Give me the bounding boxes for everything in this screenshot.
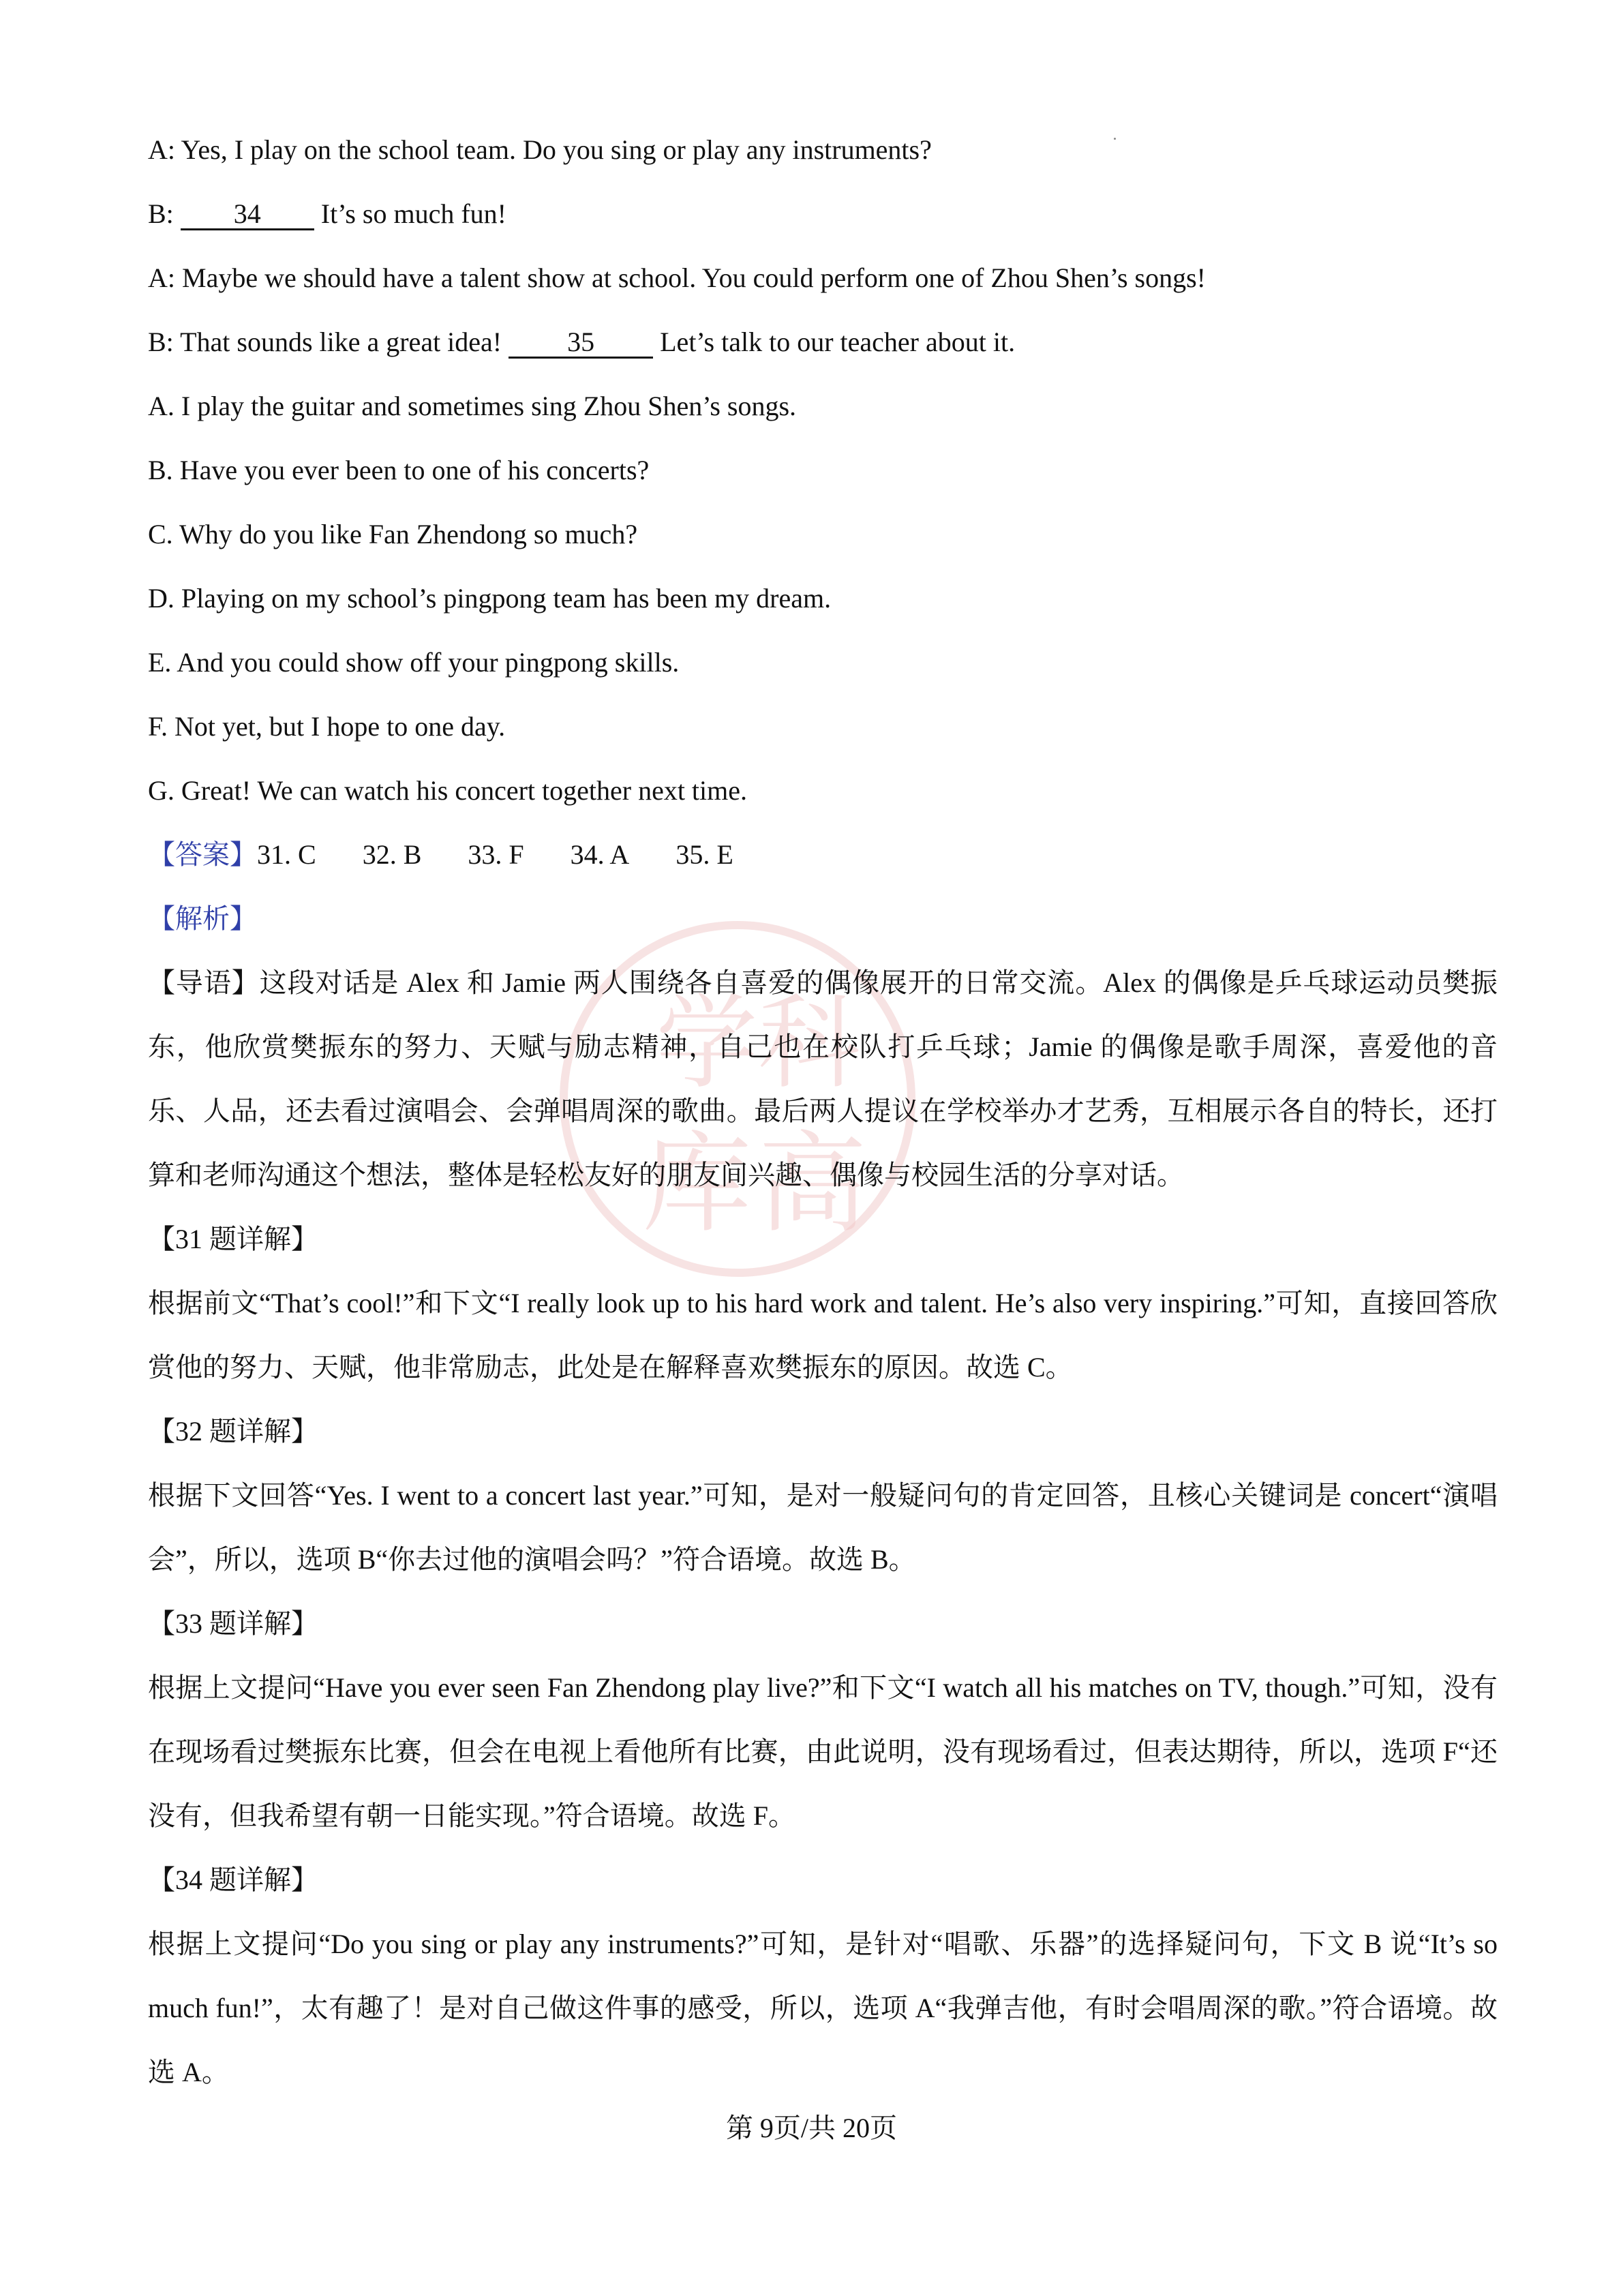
blank-35: 35 (509, 328, 653, 359)
q32-title: 【32 题详解】 (148, 1416, 318, 1447)
q32-block (148, 1464, 1498, 1592)
option-b: B. Have you ever been to one of his concerts? (148, 455, 650, 485)
page-footer: 第 9页/共 20页 (725, 2113, 898, 2143)
q33-explanation: 根据上文提问“Have you ever seen Fan Zhendong play live?”和下文“I watch all his matches on TV, though.”可知，没有在现场看过樊振东比赛，但会在电视上看他所有比赛，由此说明，没有现场看过，但表达期待，所以，选项 F“还没有，但我希望有朝一日能实现。”符合语境。故选 F。 (148, 1672, 1498, 1831)
blank-34: 34 (181, 200, 314, 230)
dialogue-line-a1: A: Yes, I play on the school team. Do you sing or play any instruments? (148, 134, 932, 165)
option-f: F. Not yet, but I hope to one day. (148, 711, 506, 742)
dialogue-line-b-34-rest: It’s so much fun! (320, 198, 506, 229)
svg-text:科: 科 (758, 984, 861, 1103)
q33-title: 【33 题详解】 (148, 1608, 318, 1639)
q31-explanation: 根据前文“That’s cool!”和下文“I really look up to his hard work and talent. He’s also very inspiring.”可知，直接回答欣赏他的努力、天赋，他非常励志，此处是在解释喜欢樊振东的原因。故选 C。 (148, 1288, 1498, 1383)
answer-label: 【答案】 (148, 839, 257, 870)
answer-33: 33. F (468, 839, 524, 870)
q31-title: 【31 题详解】 (148, 1224, 318, 1254)
svg-text:高: 高 (758, 1120, 868, 1248)
speaker-b: B: (148, 198, 174, 229)
answer-31: 31. C (257, 839, 316, 870)
q33-block (148, 1656, 1498, 1848)
svg-text:学: 学 (656, 984, 759, 1103)
intro-block (148, 951, 1498, 1207)
option-d: D. Playing on my school’s pingpong team has been my dream. (148, 583, 832, 614)
q31-block (148, 1271, 1498, 1400)
answer-34: 34. A (570, 839, 630, 870)
answer-line (148, 839, 1498, 871)
q32-explanation: 根据下文回答“Yes. I went to a concert last year.”可知，是对一般疑问句的肯定回答，且核心关键词是 concert“演唱会”，所以，选项 B“你去过他的演唱会吗？”符合语境。故选 B。 (148, 1480, 1498, 1575)
dialogue-line-b-35 (148, 326, 1498, 359)
option-a: A. I play the guitar and sometimes sing Zhou Shen’s songs. (148, 391, 797, 421)
dialogue-line-b-35-start: B: That sounds like a great idea! (148, 327, 502, 357)
dialogue-line-b-34 (148, 198, 1498, 230)
dialogue-line-a2: A: Maybe we should have a talent show at school. You could perform one of Zhou Shen’s songs! (148, 262, 1206, 293)
option-e: E. And you could show off your pingpong skills. (148, 647, 680, 678)
option-c: C. Why do you like Fan Zhendong so much? (148, 519, 638, 549)
q34-explanation: 根据上文提问“Do you sing or play any instruments?”可知，是针对“唱歌、乐器”的选择疑问句，下文 B 说“It’s so much fun!”，太有趣了！是对自己做这件事的感受，所以，选项 A“我弹吉他，有时会唱周深的歌。”符合语境。故选 A。 (148, 1929, 1498, 2087)
svg-text:库: 库 (642, 1120, 752, 1248)
dialogue-line-b-35-rest: Let’s talk to our teacher about it. (660, 327, 1016, 357)
answer-32: 32. B (362, 839, 422, 870)
q34-title: 【34 题详解】 (148, 1864, 318, 1895)
option-g: G. Great! We can watch his concert together next time. (148, 775, 748, 806)
content-body (148, 134, 1498, 2089)
intro-paragraph: 【导语】这段对话是 Alex 和 Jamie 两人围绕各自喜爱的偶像展开的日常交流。Alex 的偶像是乒乓球运动员樊振东，他欣赏樊振东的努力、天赋与励志精神，自己也在校队打乒乓球；Jamie 的偶像是歌手周深，喜爱他的音乐、人品，还去看过演唱会、会弹唱周深的歌曲。最后两人提议在学校举办才艺秀，互相展示各自的特长，还打算和老师沟通这个想法，整体是轻松友好的朋友间兴趣、偶像与校园生活的分享对话。 (148, 967, 1498, 1190)
q34-block (148, 1912, 1498, 2104)
analysis-label: 【解析】 (148, 903, 257, 934)
answer-35: 35. E (676, 839, 733, 870)
